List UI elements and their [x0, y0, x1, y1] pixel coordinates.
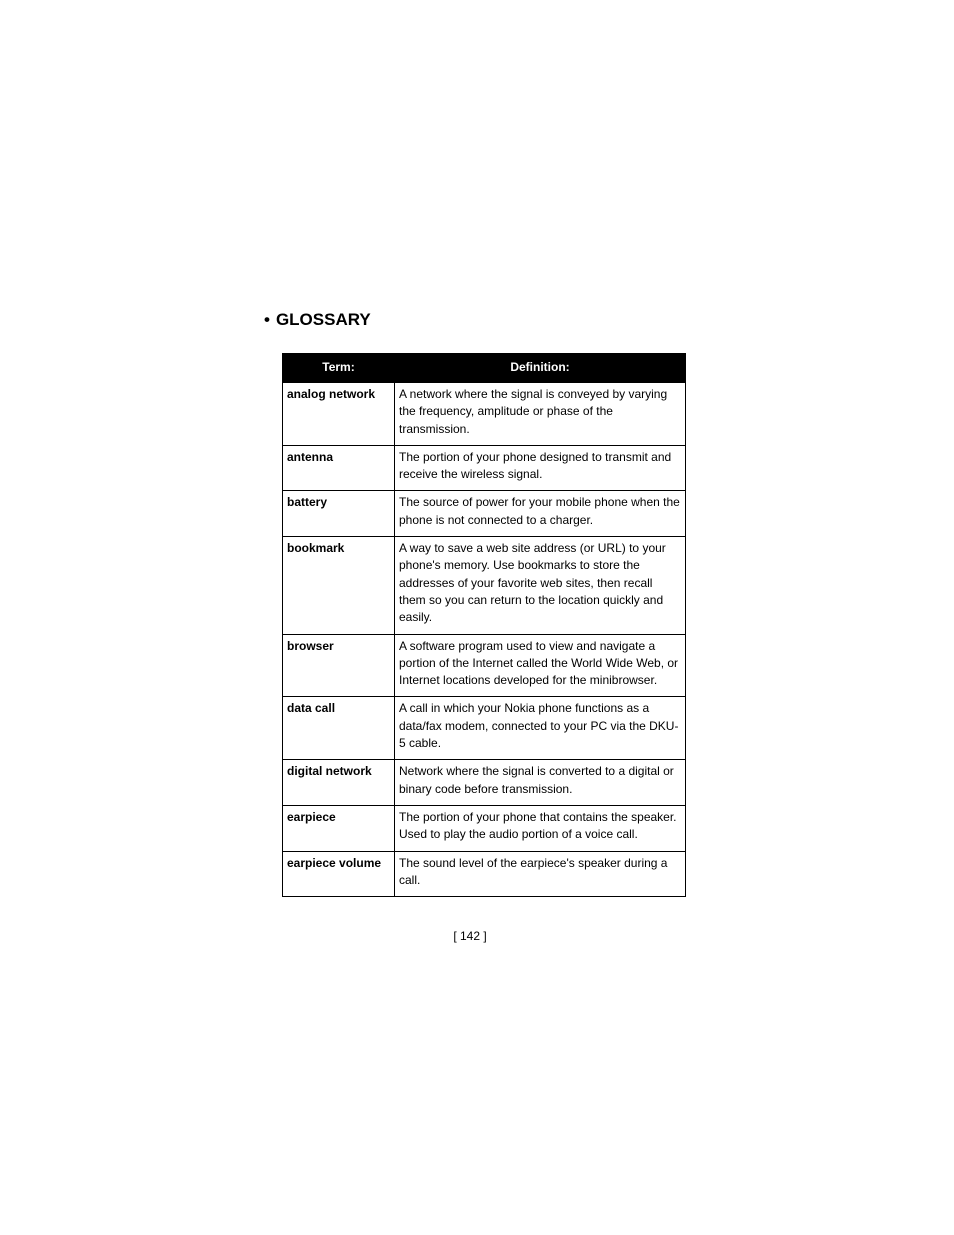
page-number: [ 142 ]	[453, 929, 487, 943]
glossary-table	[282, 353, 686, 897]
definition-column-header: Definition:	[395, 354, 686, 383]
definition-cell: Network where the signal is converted to a digital or binary code before transmission.	[395, 760, 686, 806]
term-cell: browser	[283, 634, 395, 697]
term-cell: data call	[283, 697, 395, 760]
definition-cell: The portion of your phone designed to transmit and receive the wireless signal.	[395, 445, 686, 491]
definition-cell: A way to save a web site address (or URL) to your phone's memory. Use bookmarks to store the addresses of your favorite web sites, then recall them so you can return to the location quickly and easily.	[395, 537, 686, 634]
table-header-row	[283, 354, 686, 383]
table-row	[283, 697, 686, 760]
term-cell: earpiece	[283, 805, 395, 851]
term-cell: earpiece volume	[283, 851, 395, 897]
bullet-icon: •	[264, 310, 270, 329]
term-cell: antenna	[283, 445, 395, 491]
definition-cell: The portion of your phone that contains the speaker. Used to play the audio portion of a voice call.	[395, 805, 686, 851]
definition-cell: A network where the signal is conveyed by varying the frequency, amplitude or phase of the transmission.	[395, 383, 686, 446]
table-row	[283, 383, 686, 446]
section-heading	[264, 310, 371, 330]
table-row	[283, 445, 686, 491]
definition-cell: The sound level of the earpiece's speaker during a call.	[395, 851, 686, 897]
term-cell: battery	[283, 491, 395, 537]
table-row	[283, 851, 686, 897]
definition-cell: The source of power for your mobile phone when the phone is not connected to a charger.	[395, 491, 686, 537]
page-title: GLOSSARY	[275, 310, 371, 329]
table-row	[283, 537, 686, 634]
term-cell: bookmark	[283, 537, 395, 634]
term-cell: analog network	[283, 383, 395, 446]
term-column-header: Term:	[283, 354, 395, 383]
table-row	[283, 634, 686, 697]
table-row	[283, 760, 686, 806]
definition-cell: A software program used to view and navigate a portion of the Internet called the World Wide Web, or Internet locations developed for the minibrowser.	[395, 634, 686, 697]
table-row	[283, 491, 686, 537]
definition-cell: A call in which your Nokia phone functions as a data/fax modem, connected to your PC via the DKU-5 cable.	[395, 697, 686, 760]
term-cell: digital network	[283, 760, 395, 806]
table-row	[283, 805, 686, 851]
